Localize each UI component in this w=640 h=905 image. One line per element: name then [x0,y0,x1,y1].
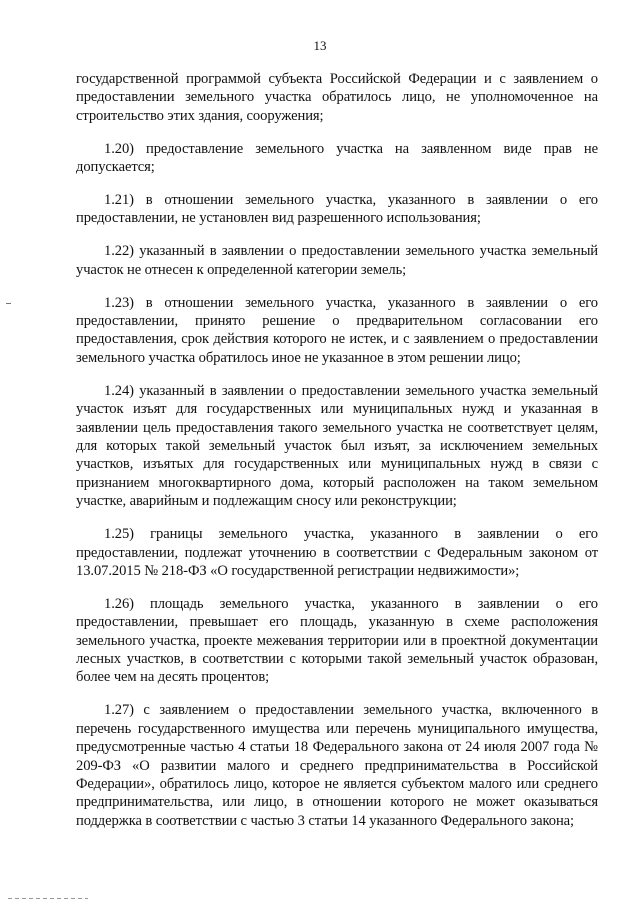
paragraph-1-20: 1.20) предоставление земельного участка на заявленном виде прав не допускается; [76,140,598,176]
paragraph-1-21: 1.21) в отношении земельного участка, указанного в заявлении о его предоставлении, не установлен вид разрешенного использования; [76,192,598,227]
paragraph-1-26: 1.26) площадь земельного участка, указанного в заявлении о его предоставлении, превышает его площадь, указанную в схеме расположения земельного участка, проекте межевания территории или в проектной документации лесных участков, в соответствии с которыми такой земельный участок образован, более чем на десять процентов; [76,595,598,686]
document-body [76,70,598,845]
paragraph-1-27: 1.27) с заявлением о предоставлении земельного участка, включенного в перечень государственного имущества или перечень муниципального имущества, предусмотренные частью 4 статьи 18 Федерального закона от 24 июля 2007 года № 209-ФЗ «О развитии малого и среднего предпринимательства в Российской Федерации», обратилось лицо, которое не является субъектом малого или среднего предпринимательства, или лицо, в отношении которого не может оказываться поддержка в соответствии с частью 3 статьи 14 указанного Федерального закона; [76,702,598,829]
paragraph-1-25: 1.25) границы земельного участка, указанного в заявлении о его предоставлении, подлежат уточнению в соответствии с Федеральным законом от 13.07.2015 № 218-ФЗ «О государственной регистрации недвижимости»; [76,526,598,579]
page-number: 13 [313,38,327,53]
scan-edge-mark [8,898,88,899]
paragraph-1-24: 1.24) указанный в заявлении о предоставлении земельного участка земельный участок изъят для государственных или муниципальных нужд и указанная в заявлении цель предоставления такого земельного участка не соответствует целям, для которых такой земельный участок был изъят, за исключением земельных участков, изъятых для государственных или муниципальных нужд в связи с признанием многоквартирного дома, который расположен на таком земельном участке, аварийным и подлежащим сносу или реконструкции; [76,382,598,510]
paragraph-1-22: 1.22) указанный в заявлении о предоставлении земельного участка земельный участок не отнесен к определенной категории земель; [76,243,598,278]
paragraph-continuation: государственной программой субъекта Российской Федерации и с заявлением о предоставлении земельного участка обратилось лицо, не уполномоченное на строительство этих здания, сооружения; [76,71,598,124]
margin-mark [6,303,11,304]
paragraph-1-23: 1.23) в отношении земельного участка, указанного в заявлении о его предоставлении, принято решение о предварительном согласовании его предоставления, срок действия которого не истек, и с заявлением о предоставлении земельного участка обратилось иное не указанное в этом решении лицо; [76,294,598,366]
